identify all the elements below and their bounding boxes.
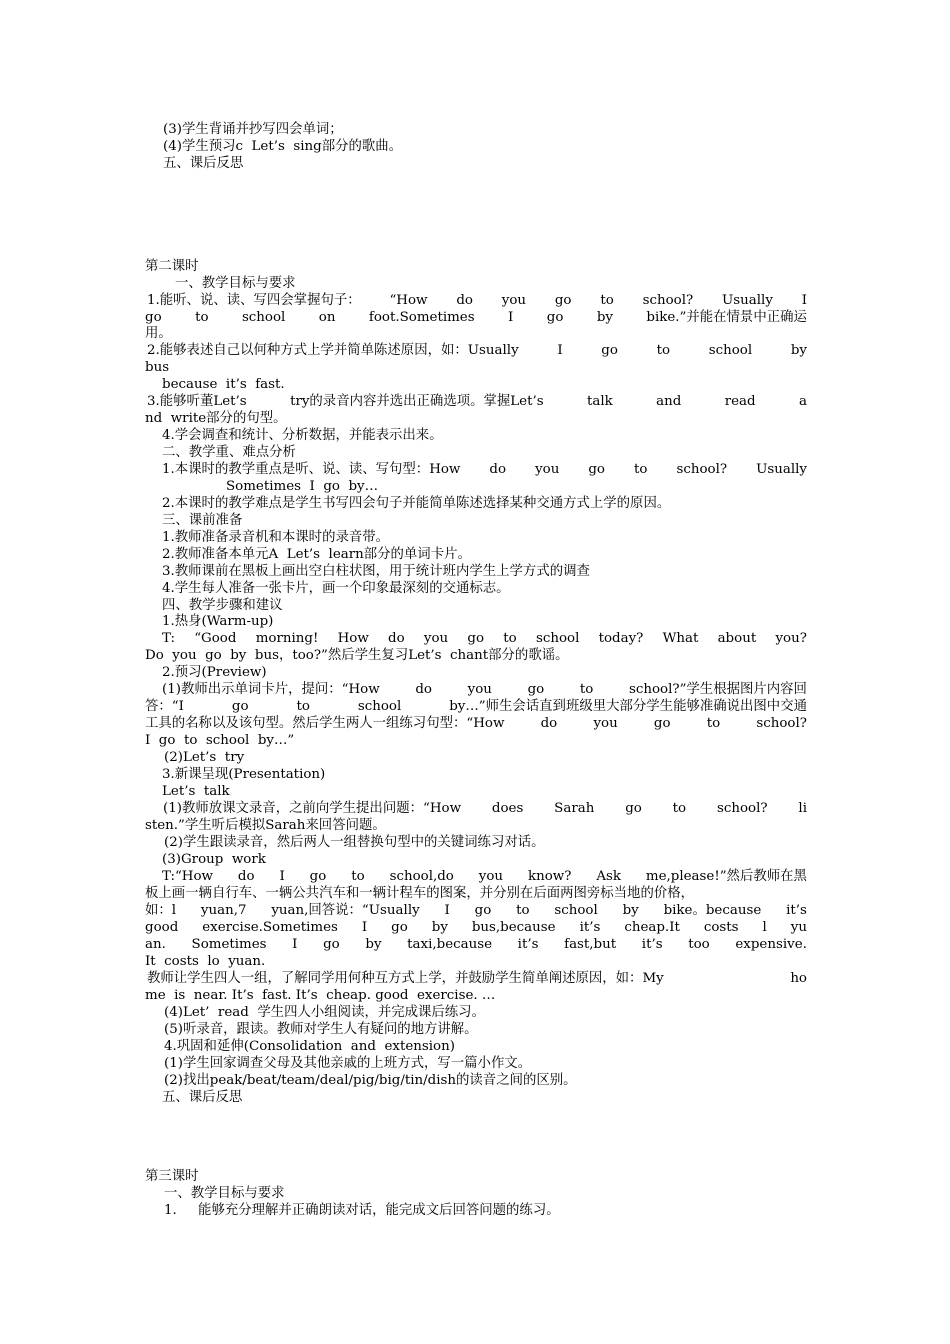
text-word: taxi,because xyxy=(407,937,493,952)
text-word: to xyxy=(634,462,648,477)
text-line: 第三课时 xyxy=(145,1169,199,1184)
text-word: go xyxy=(323,937,340,952)
text-word: foot.Sometimes xyxy=(368,310,475,325)
text-word: good xyxy=(145,920,179,935)
text-word: I xyxy=(292,937,298,952)
text-word: you xyxy=(501,293,527,308)
text-line: (1)学生回家调查父母及其他亲戚的上班方式，写一篇小作文。 xyxy=(164,1056,532,1071)
text-word: go xyxy=(391,920,408,935)
text-line: sten.”学生听后模拟Sarah来回答问题。 xyxy=(145,818,386,833)
text-word: to xyxy=(503,631,517,646)
text-word: and xyxy=(656,394,682,409)
text-word: go xyxy=(546,310,564,325)
text-line xyxy=(145,902,807,919)
text-line: 4.学生每人准备一张卡片，画一个印象最深刻的交通标志。 xyxy=(162,581,510,596)
text-word: Ask xyxy=(596,869,621,884)
text-line xyxy=(162,461,807,478)
text-word: What xyxy=(662,631,699,646)
text-word: talk xyxy=(587,394,613,409)
text-word: bike。because xyxy=(663,903,762,918)
text-word: go xyxy=(231,699,249,714)
text-word: it’s xyxy=(579,920,601,935)
text-line: 一、教学目标与要求 xyxy=(175,276,296,291)
text-word: to xyxy=(672,801,687,816)
text-word: school? xyxy=(756,716,807,731)
text-line: 板上画一辆自行车、一辆公共汽车和一辆计程车的图案，并分别在后面两图旁标当地的价格， xyxy=(145,886,695,901)
text-word: do xyxy=(489,462,507,477)
text-word: 答：“I xyxy=(145,699,184,714)
text-word: yu xyxy=(790,920,807,935)
text-line xyxy=(147,393,807,410)
text-word: I xyxy=(557,343,563,358)
text-word: you xyxy=(535,462,560,477)
text-word: 工具的名称以及该句型。然后学生两人一组练习句型：“How xyxy=(145,716,505,731)
text-word: “How xyxy=(389,293,428,308)
text-line xyxy=(163,800,807,817)
text-word: Sarah xyxy=(554,801,595,816)
text-word: to xyxy=(706,716,721,731)
text-line xyxy=(145,309,807,326)
text-line: 4.巩固和延伸(Consolidation and extension) xyxy=(164,1039,455,1054)
text-word: Usually xyxy=(721,293,773,308)
text-word: Usually xyxy=(756,462,807,477)
text-word: li xyxy=(798,801,807,816)
text-line: 2.本课时的教学难点是学生书写四会句子并能简单陈述选择某种交通方式上学的原因。 xyxy=(162,496,671,511)
text-word: I xyxy=(279,869,285,884)
text-word: do xyxy=(456,293,473,308)
text-word: by xyxy=(596,310,613,325)
text-line: (2)找出peak/beat/team/deal/pig/big/tin/dish的读音之间的区别。 xyxy=(164,1073,577,1088)
text-word: go xyxy=(467,631,485,646)
text-line: 2.预习(Preview) xyxy=(162,665,267,680)
text-word: costs xyxy=(703,920,739,935)
text-word: school xyxy=(357,699,402,714)
text-word: it’s xyxy=(517,937,539,952)
text-line: (3)Group work xyxy=(162,852,266,867)
text-line: 五、课后反思 xyxy=(163,156,244,171)
text-word: go xyxy=(145,310,162,325)
text-line xyxy=(147,970,807,987)
text-line xyxy=(162,630,807,647)
text-word: school? xyxy=(716,801,768,816)
text-word: by xyxy=(790,343,807,358)
text-line: 1.热身(Warm-up) xyxy=(162,614,274,629)
text-word: about xyxy=(717,631,757,646)
text-line: 一、教学目标与要求 xyxy=(164,1186,285,1201)
text-line: (3)学生背诵并抄写四会单词； xyxy=(163,122,343,137)
text-word: school? xyxy=(642,293,694,308)
text-word: by xyxy=(365,937,382,952)
text-word: ho xyxy=(790,971,807,986)
text-word: 1.能听、说、读、写四会掌握句子： xyxy=(147,293,361,308)
text-line: 用。 xyxy=(145,326,172,341)
text-word: know? xyxy=(527,869,572,884)
text-word: (1)教师放课文录音，之前向学生提出问题：“How xyxy=(163,801,462,816)
text-line xyxy=(145,715,807,732)
text-line xyxy=(145,936,807,953)
text-word: by xyxy=(431,920,448,935)
text-word: too xyxy=(688,937,710,952)
text-word: school xyxy=(535,631,580,646)
text-word: go xyxy=(625,801,642,816)
text-word: go xyxy=(527,682,545,697)
text-word: you? xyxy=(775,631,807,646)
text-word: to xyxy=(296,699,310,714)
text-line: me is near. It’s fast. It’s cheap. good exercise. … xyxy=(145,988,496,1003)
text-line: 1.教师准备录音机和本课时的录音带。 xyxy=(162,530,390,545)
text-line: (2)Let’s try xyxy=(164,750,245,765)
text-line: 第二课时 xyxy=(145,259,199,274)
text-line: I go to school by…” xyxy=(145,733,295,748)
text-line: Let’s talk xyxy=(162,784,230,799)
text-word: cheap.It xyxy=(624,920,680,935)
text-word: school? xyxy=(676,462,728,477)
text-word: on xyxy=(318,310,336,325)
text-word: do xyxy=(415,682,432,697)
text-word: yuan,回答说：“Usually xyxy=(271,903,420,918)
text-line xyxy=(145,919,807,936)
text-word: try的录音内容并选出正确选项。掌握Let’s xyxy=(290,394,544,409)
text-word: it’s xyxy=(641,937,663,952)
text-word: morning! xyxy=(255,631,319,646)
text-word: go xyxy=(653,716,671,731)
text-line: (4)学生预习c Let’s sing部分的歌曲。 xyxy=(163,139,403,154)
text-word: by…”师生会话直到班级里大部分学生能够准确说出图中交通 xyxy=(449,699,807,714)
text-line: nd write部分的句型。 xyxy=(145,411,287,426)
text-word: read xyxy=(724,394,756,409)
text-line: It costs lo yuan. xyxy=(145,954,266,969)
text-line: (2)学生跟读录音，然后两人一组替换句型中的关键词练习对话。 xyxy=(164,835,545,850)
text-word: How xyxy=(337,631,369,646)
text-word: you xyxy=(593,716,618,731)
text-word: to xyxy=(195,310,209,325)
text-line: 2.教师准备本单元A Let’s learn部分的单词卡片。 xyxy=(162,547,471,562)
text-word: school xyxy=(708,343,753,358)
text-word: 3.能够听董Let’s xyxy=(147,394,247,409)
text-word: I xyxy=(508,310,514,325)
text-line: 1. 能够充分理解并正确朗读对话，能完成文后回答问题的练习。 xyxy=(164,1203,560,1218)
text-word: 如：l xyxy=(145,903,177,918)
text-word: school xyxy=(554,903,598,918)
text-word: Sometimes xyxy=(191,937,267,952)
text-word: school xyxy=(241,310,286,325)
text-line: 三、课前准备 xyxy=(162,513,243,528)
text-line: bus xyxy=(145,360,170,375)
text-word: yuan,7 xyxy=(200,903,247,918)
text-word: I xyxy=(444,903,450,918)
text-word: T:“How xyxy=(162,869,214,884)
text-word: you xyxy=(423,631,449,646)
text-line: (4)Let’ read 学生四人小组阅读，并完成课后练习。 xyxy=(164,1005,485,1020)
text-word: bus,because xyxy=(471,920,556,935)
text-word: to xyxy=(656,343,671,358)
text-word: go xyxy=(554,293,572,308)
text-word: 2.能够表述自己以何种方式上学并简单陈述原因，如：Usually xyxy=(147,343,519,358)
text-word: do xyxy=(388,631,405,646)
text-word: bike.”并能在情景中正确运 xyxy=(646,310,807,325)
text-word: exercise.Sometimes xyxy=(202,920,338,935)
text-line xyxy=(162,868,807,885)
text-word: do xyxy=(237,869,255,884)
text-word: (1)教师出示单词卡片，提问：“How xyxy=(162,682,380,697)
text-line xyxy=(147,342,807,359)
text-line: 3.新课呈现(Presentation) xyxy=(162,767,326,782)
text-word: expensive. xyxy=(735,937,807,952)
text-line: (5)听录音，跟读。教师对学生人有疑问的地方讲解。 xyxy=(164,1022,478,1037)
text-line: because it’s fast. xyxy=(162,377,285,392)
text-word: go xyxy=(309,869,327,884)
text-word: l xyxy=(762,920,767,935)
text-word: “Good xyxy=(194,631,237,646)
text-word: do xyxy=(540,716,558,731)
text-line xyxy=(162,681,807,698)
text-word: me,please!”然后教师在黑 xyxy=(645,869,807,884)
text-word: to xyxy=(351,869,365,884)
text-word: an. xyxy=(145,937,166,952)
text-word: today? xyxy=(598,631,644,646)
text-word: to xyxy=(516,903,530,918)
text-word: I xyxy=(361,920,368,935)
text-line: 四、教学步骤和建议 xyxy=(162,598,283,613)
text-word: school,do xyxy=(389,869,454,884)
text-word: go xyxy=(588,462,605,477)
text-word: school?”学生根据图片内容回 xyxy=(628,682,807,697)
text-word: T: xyxy=(162,631,175,646)
text-line: Sometimes I go by… xyxy=(226,479,379,494)
text-word: 1.本课时的教学重点是听、说、读、写句型：How xyxy=(162,462,461,477)
text-word: go xyxy=(474,903,492,918)
text-line: 3.教师课前在黑板上画出空白柱状图，用于统计班内学生上学方式的调查 xyxy=(162,564,590,579)
text-word: go xyxy=(601,343,618,358)
text-word: you xyxy=(478,869,504,884)
text-word: you xyxy=(467,682,492,697)
text-line: 二、教学重、难点分析 xyxy=(162,445,296,460)
text-word: I xyxy=(801,293,807,308)
text-word: a xyxy=(799,394,807,409)
text-line: Do you go by bus，too?”然后学生复习Let’s chant部分的歌谣。 xyxy=(145,648,569,663)
text-word: by xyxy=(622,903,639,918)
text-word: to xyxy=(600,293,614,308)
text-line xyxy=(147,292,807,309)
text-word: it’s xyxy=(786,903,807,918)
text-line xyxy=(145,698,807,715)
text-word: fast,but xyxy=(564,937,617,952)
text-line: 五、课后反思 xyxy=(162,1090,243,1105)
text-word: 教师让学生四人一组，了解同学用何种互方式上学，并鼓励学生简单阐述原因，如：My xyxy=(147,971,664,986)
text-word: does xyxy=(491,801,524,816)
text-word: to xyxy=(579,682,594,697)
text-line: 4.学会调查和统计、分析数据，并能表示出来。 xyxy=(162,428,443,443)
